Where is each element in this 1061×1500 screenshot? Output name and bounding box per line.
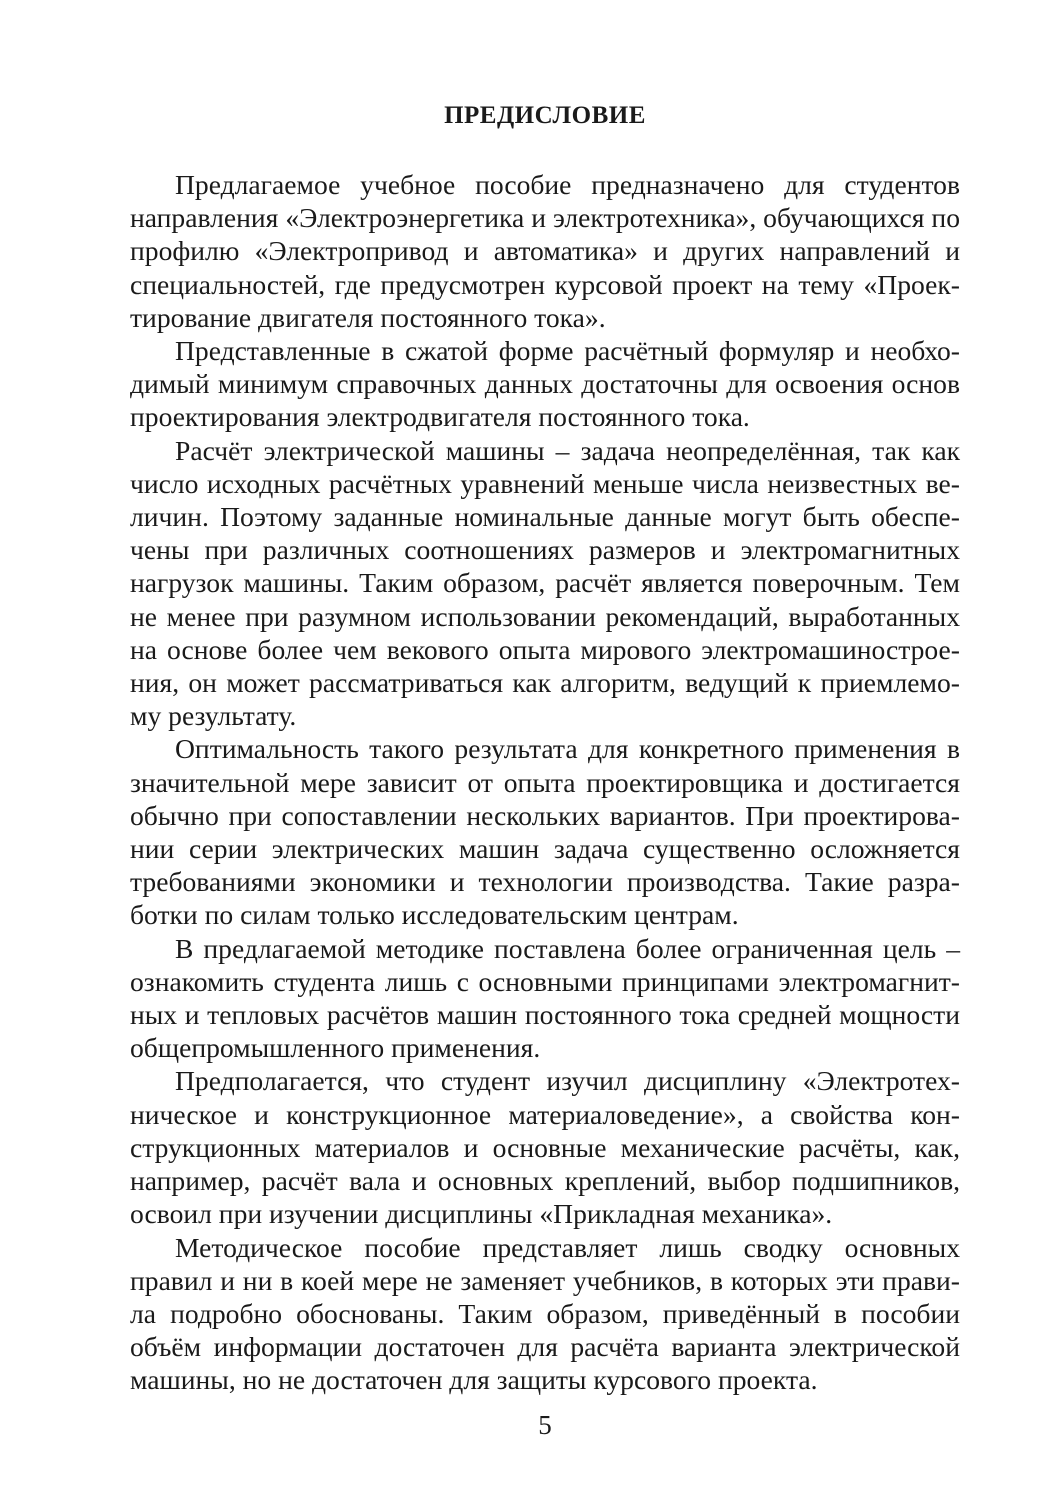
page-number: 5	[538, 1410, 552, 1440]
paragraph-5: В предлагаемой методике поставлена более ограниченная цель – ознакомить студента лишь с основными принципами электромагнитных и тепловых расчётов машин постоянного тока средней мощности общепромышленного применения.	[130, 932, 960, 1064]
body-text	[130, 168, 960, 1397]
page-title: ПРЕДИСЛОВИЕ	[444, 102, 646, 129]
paragraph-2: Представленные в сжатой форме расчётный формуляр и необходимый минимум справочных данных достаточны для освоения основ проектирования электродвигателя постоянного тока.	[130, 335, 960, 433]
paragraph-3: Расчёт электрической машины – задача неопределённая, так как число исходных расчётных уравнений меньше числа неизвестных величин. Поэтому заданные номинальные данные могут быть обеспечены при различных соотношениях размеров и электромагнитных нагрузок машины. Таким образом, расчёт является поверочным. Тем не менее при разумном использовании рекомендаций, выработанных на основе более чем векового опыта мирового электромашиностроения, он может рассматриваться как алгоритм, ведущий к приемлемому результату.	[130, 434, 960, 732]
paragraph-7: Методическое пособие представляет лишь сводку основных правил и ни в коей мере не заменяет учебников, в которых эти правила подробно обоснованы. Таким образом, приведённый в пособии объём информации достаточен для расчёта варианта электрической машины, но не достаточен для защиты курсового проекта.	[130, 1231, 960, 1396]
paragraph-6: Предполагается, что студент изучил дисциплину «Электротехническое и конструкционное материаловедение», а свойства конструкционных материалов и основные механические расчёты, как, например, расчёт вала и основных креплений, выбор подшипников, освоил при изучении дисциплины «Прикладная механика».	[130, 1065, 960, 1230]
paragraph-4: Оптимальность такого результата для конкретного применения в значительной мере зависит от опыта проектировщика и достигается обычно при сопоставлении нескольких вариантов. При проектировании серии электрических машин задача существенно осложняется требованиями экономики и технологии производства. Такие разработки по силам только исследовательским центрам.	[130, 733, 960, 931]
paragraph-1: Предлагаемое учебное пособие предназначено для студентов направления «Электроэнергетика и электротехника», обучающихся по профилю «Электропривод и автоматика» и других направлений и специальностей, где предусмотрен курсовой проект на тему «Проектирование двигателя постоянного тока».	[130, 169, 960, 333]
document-page	[130, 0, 960, 1500]
